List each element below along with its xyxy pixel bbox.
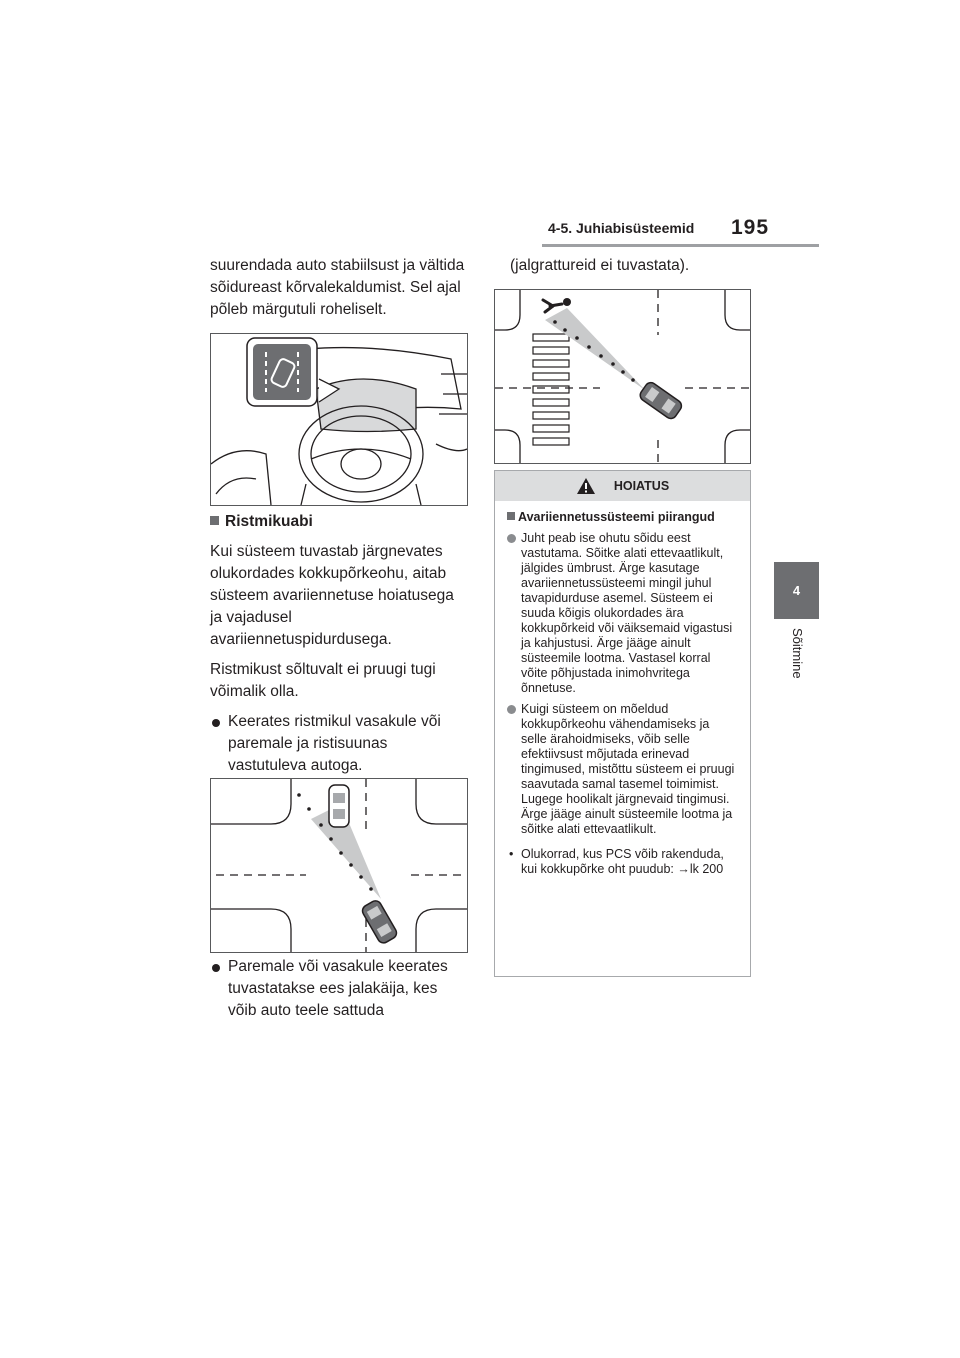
- square-bullet-icon: [210, 516, 219, 525]
- square-bullet-icon: [507, 512, 515, 520]
- warning-title: HOIATUS: [613, 479, 670, 493]
- page-number: 195: [731, 216, 770, 239]
- warning-header: [495, 471, 750, 501]
- warning-item-1: Juht peab ise ohutu sõidu eest vastutama. Sõitke alati ettevaatlikult, jälgides ümbrust. Ärge kasutage avariiennetussüsteemi mingil juhul tavapidurduse asemel. Süsteem ei suuda kõigis olukordades ära kokkupõrkeid või väiksemaid vigastusi ja kahjustusi. Ärge jääge ainult süsteemile lootma. Vastasel korral võite põhjustada inimohvritega õnnetuse.: [507, 531, 738, 696]
- left-body-block: [210, 511, 468, 777]
- intersection-turn-illustration: [210, 778, 468, 953]
- warning-body: [495, 501, 750, 877]
- chapter-label: Sõitmine: [790, 628, 805, 679]
- right-intro-block: [510, 255, 750, 277]
- warning-item-2-para-a: Kuigi süsteem on mõeldud kokkupõrkeohu vähendamiseks ja selle ärahoidmiseks, võib selle efektiivsust mõjutada erinevad tingimused, mistõttu süsteem ei pruugi saavutada samal tasemel toimimist.: [521, 702, 735, 791]
- left-bottom-block: [210, 956, 468, 1022]
- section-heading: [210, 511, 468, 533]
- dashboard-illustration: [210, 333, 468, 506]
- continuation-text: (jalgrattureid ei tuvastata).: [510, 257, 690, 274]
- warning-item-3: • Olukorrad, kus PCS võib rakenduda, kui kokkupõrke oht puudub: →lk 200: [507, 847, 738, 877]
- warning-item-2: [507, 702, 738, 837]
- bullet-item-2: Paremale või vasakule keerates tuvastatakse ees jalakäija, kes võib auto teele sattuda: [210, 956, 468, 1022]
- pedestrian-crossing-illustration: [494, 289, 751, 464]
- left-intro-block: [210, 255, 468, 321]
- section-title: 4-5. Juhiabisüsteemid: [548, 220, 695, 236]
- warning-box: [494, 470, 751, 977]
- chapter-tab: 4: [774, 562, 819, 619]
- bullet-item-1: Keerates ristmikul vasakule või paremale ja ristisuunas vastutuleva autoga.: [210, 711, 468, 777]
- paragraph-2: Ristmikust sõltuvalt ei pruugi tugi võimalik olla.: [210, 661, 436, 700]
- warning-triangle-icon: [576, 477, 596, 495]
- paragraph-1: Kui süsteem tuvastab järgnevates olukordades kokkupõrkeohu, aitab süsteem avariiennetuse hoiatusega ja vajadusel avariiennetuspidurdusega.: [210, 543, 454, 648]
- header-rule: [542, 244, 819, 247]
- warning-item-2-para-b: Lugege hoolikalt järgnevaid tingimusi. Ärge jääge ainult süsteemile lootma ja sõitke alati ettevaatlikult.: [521, 792, 733, 836]
- warning-subheading-text: Avariiennetussüsteemi piirangud: [518, 510, 715, 524]
- intro-text: suurendada auto stabiilsust ja vältida sõidureast kõrvalekaldumist. Sel ajal põleb märgutuli roheliselt.: [210, 257, 465, 318]
- heading-text: Ristmikuabi: [225, 513, 313, 530]
- warning-subheading: [507, 510, 738, 525]
